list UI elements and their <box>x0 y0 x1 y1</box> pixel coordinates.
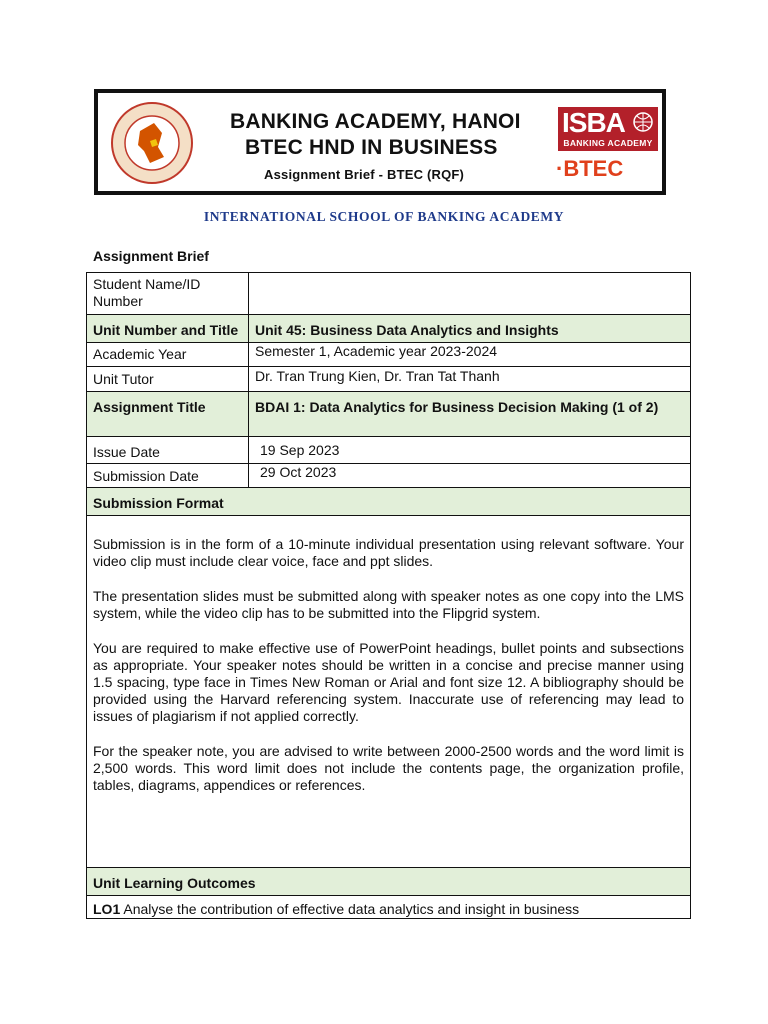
year-label: Academic Year <box>87 343 249 367</box>
table-row <box>87 437 691 464</box>
program-name: BTEC HND IN BUSINESS <box>245 136 498 159</box>
isba-logo <box>558 107 658 151</box>
table-row <box>87 367 691 392</box>
paragraph: The presentation slides must be submitted along with speaker notes as one copy into the LMS system, while the video clip has to be submitted into the Flipgrid system. <box>93 588 684 621</box>
globe-icon <box>632 111 654 133</box>
unit-label: Unit Number and Title <box>87 315 249 343</box>
btec-logo: ·BTEC <box>556 156 624 181</box>
institution-name: BANKING ACADEMY, HANOI <box>230 110 521 133</box>
unit-value: Unit 45: Business Data Analytics and Insights <box>249 315 691 343</box>
header-banner <box>94 89 666 195</box>
learning-outcomes-heading: Unit Learning Outcomes <box>87 868 691 896</box>
table-row <box>87 273 691 315</box>
student-label: Student Name/ID Number <box>87 273 249 315</box>
submission-format-body <box>87 516 691 868</box>
submission-format-heading: Submission Format <box>87 488 691 516</box>
lo1-text: Analyse the contribution of effective data analytics and insight in business <box>120 901 580 917</box>
lo1-code: LO1 <box>93 901 121 917</box>
table-row <box>87 315 691 343</box>
title-label: Assignment Title <box>87 392 249 437</box>
tutor-value: Dr. Tran Trung Kien, Dr. Tran Tat Thanh <box>249 367 691 392</box>
table-row <box>87 464 691 488</box>
table-row <box>87 868 691 896</box>
tutor-label: Unit Tutor <box>87 367 249 392</box>
submission-value: 29 Oct 2023 <box>249 464 691 488</box>
table-row <box>87 896 691 919</box>
issue-label: Issue Date <box>87 437 249 464</box>
submission-label: Submission Date <box>87 464 249 488</box>
paragraph: You are required to make effective use of PowerPoint headings, bullet points and subsections as appropriate. Your speaker notes should be written in a concise and precise manner using 1.5 spacing, type face in Times New Roman or Arial and font size 12. A bibliography should be provided using the Harvard referencing system. Inaccurate use of referencing may lead to issues of plagiarism if not applied correctly. <box>93 640 684 724</box>
title-value: BDAI 1: Data Analytics for Business Decision Making (1 of 2) <box>249 392 691 437</box>
assignment-brief-table <box>86 272 691 919</box>
table-row <box>87 343 691 367</box>
isba-logo-text: ISBA <box>562 107 625 138</box>
lo1-row <box>87 896 691 919</box>
paragraph: For the speaker note, you are advised to write between 2000-2500 words and the word limit is 2,500 words. This word limit does not include the contents page, the organization profile, tables, diagrams, appendices or references. <box>93 743 684 793</box>
table-row <box>87 392 691 437</box>
banking-academy-logo <box>110 101 194 185</box>
brief-subtitle: Assignment Brief - BTEC (RQF) <box>264 167 465 182</box>
table-row <box>87 516 691 868</box>
year-value: Semester 1, Academic year 2023-2024 <box>249 343 691 367</box>
table-row <box>87 488 691 516</box>
school-name: INTERNATIONAL SCHOOL OF BANKING ACADEMY <box>203 209 565 224</box>
document-heading: Assignment Brief <box>93 248 209 264</box>
paragraph: Submission is in the form of a 10-minute individual presentation using relevant software. Your video clip must include clear voice, face and ppt slides. <box>93 536 684 569</box>
isba-tagline: BANKING ACADEMY <box>563 138 653 148</box>
student-value <box>249 273 691 315</box>
issue-value: 19 Sep 2023 <box>249 437 691 464</box>
